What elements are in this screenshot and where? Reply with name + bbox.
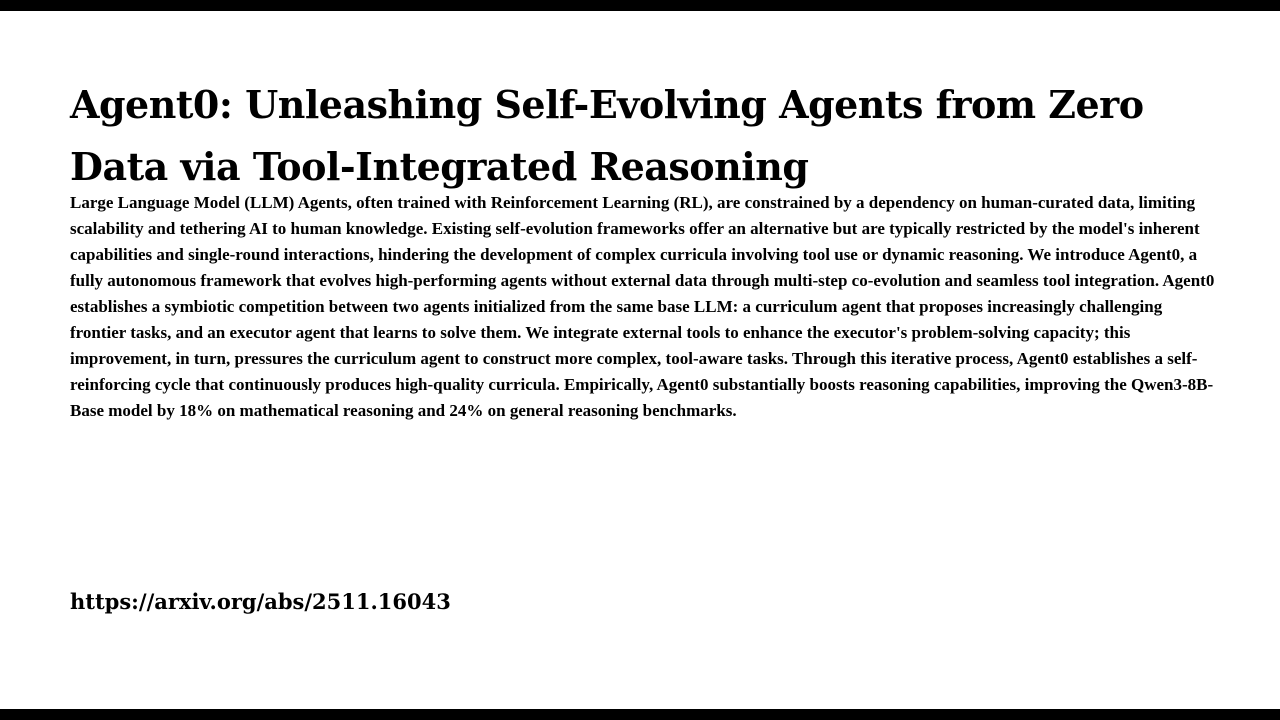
paper-title: Agent0: Unleashing Self-Evolving Agents from Zero Data via Tool-Integrated Reasoning [70,82,1144,189]
top-letterbox-bar [0,0,1280,11]
bottom-letterbox-bar [0,709,1280,720]
paper-abstract: Large Language Model (LLM) Agents, often trained with Reinforcement Learning (RL), are constrained by a dependency on human-curated data, limiting scalability and tethering AI to human knowledge. Existing self-evolution frameworks offer an alternative but are typically restricted by the model's inherent capabilities and single-round interactions, hindering the development of complex curricula involving tool use or dynamic reasoning. We introduce Agent0, a fully autonomous framework that evolves high-performing agents without external data through multi-step co-evolution and seamless tool integration. Agent0 establishes a symbiotic competition between two agents initialized from the same base LLM: a curriculum agent that proposes increasingly challenging frontier tasks, and an executor agent that learns to solve them. We integrate external tools to enhance the executor's problem-solving capacity; this improvement, in turn, pressures the curriculum agent to construct more complex, tool-aware tasks. Through this iterative process, Agent0 establishes a self-reinforcing cycle that continuously produces high-quality curricula. Empirically, Agent0 substantially boosts reasoning capabilities, improving the Qwen3-8B-Base model by 18% on mathematical reasoning and 24% on general reasoning benchmarks. [70,193,1215,420]
arxiv-link[interactable]: https://arxiv.org/abs/2511.16043 [70,589,451,614]
